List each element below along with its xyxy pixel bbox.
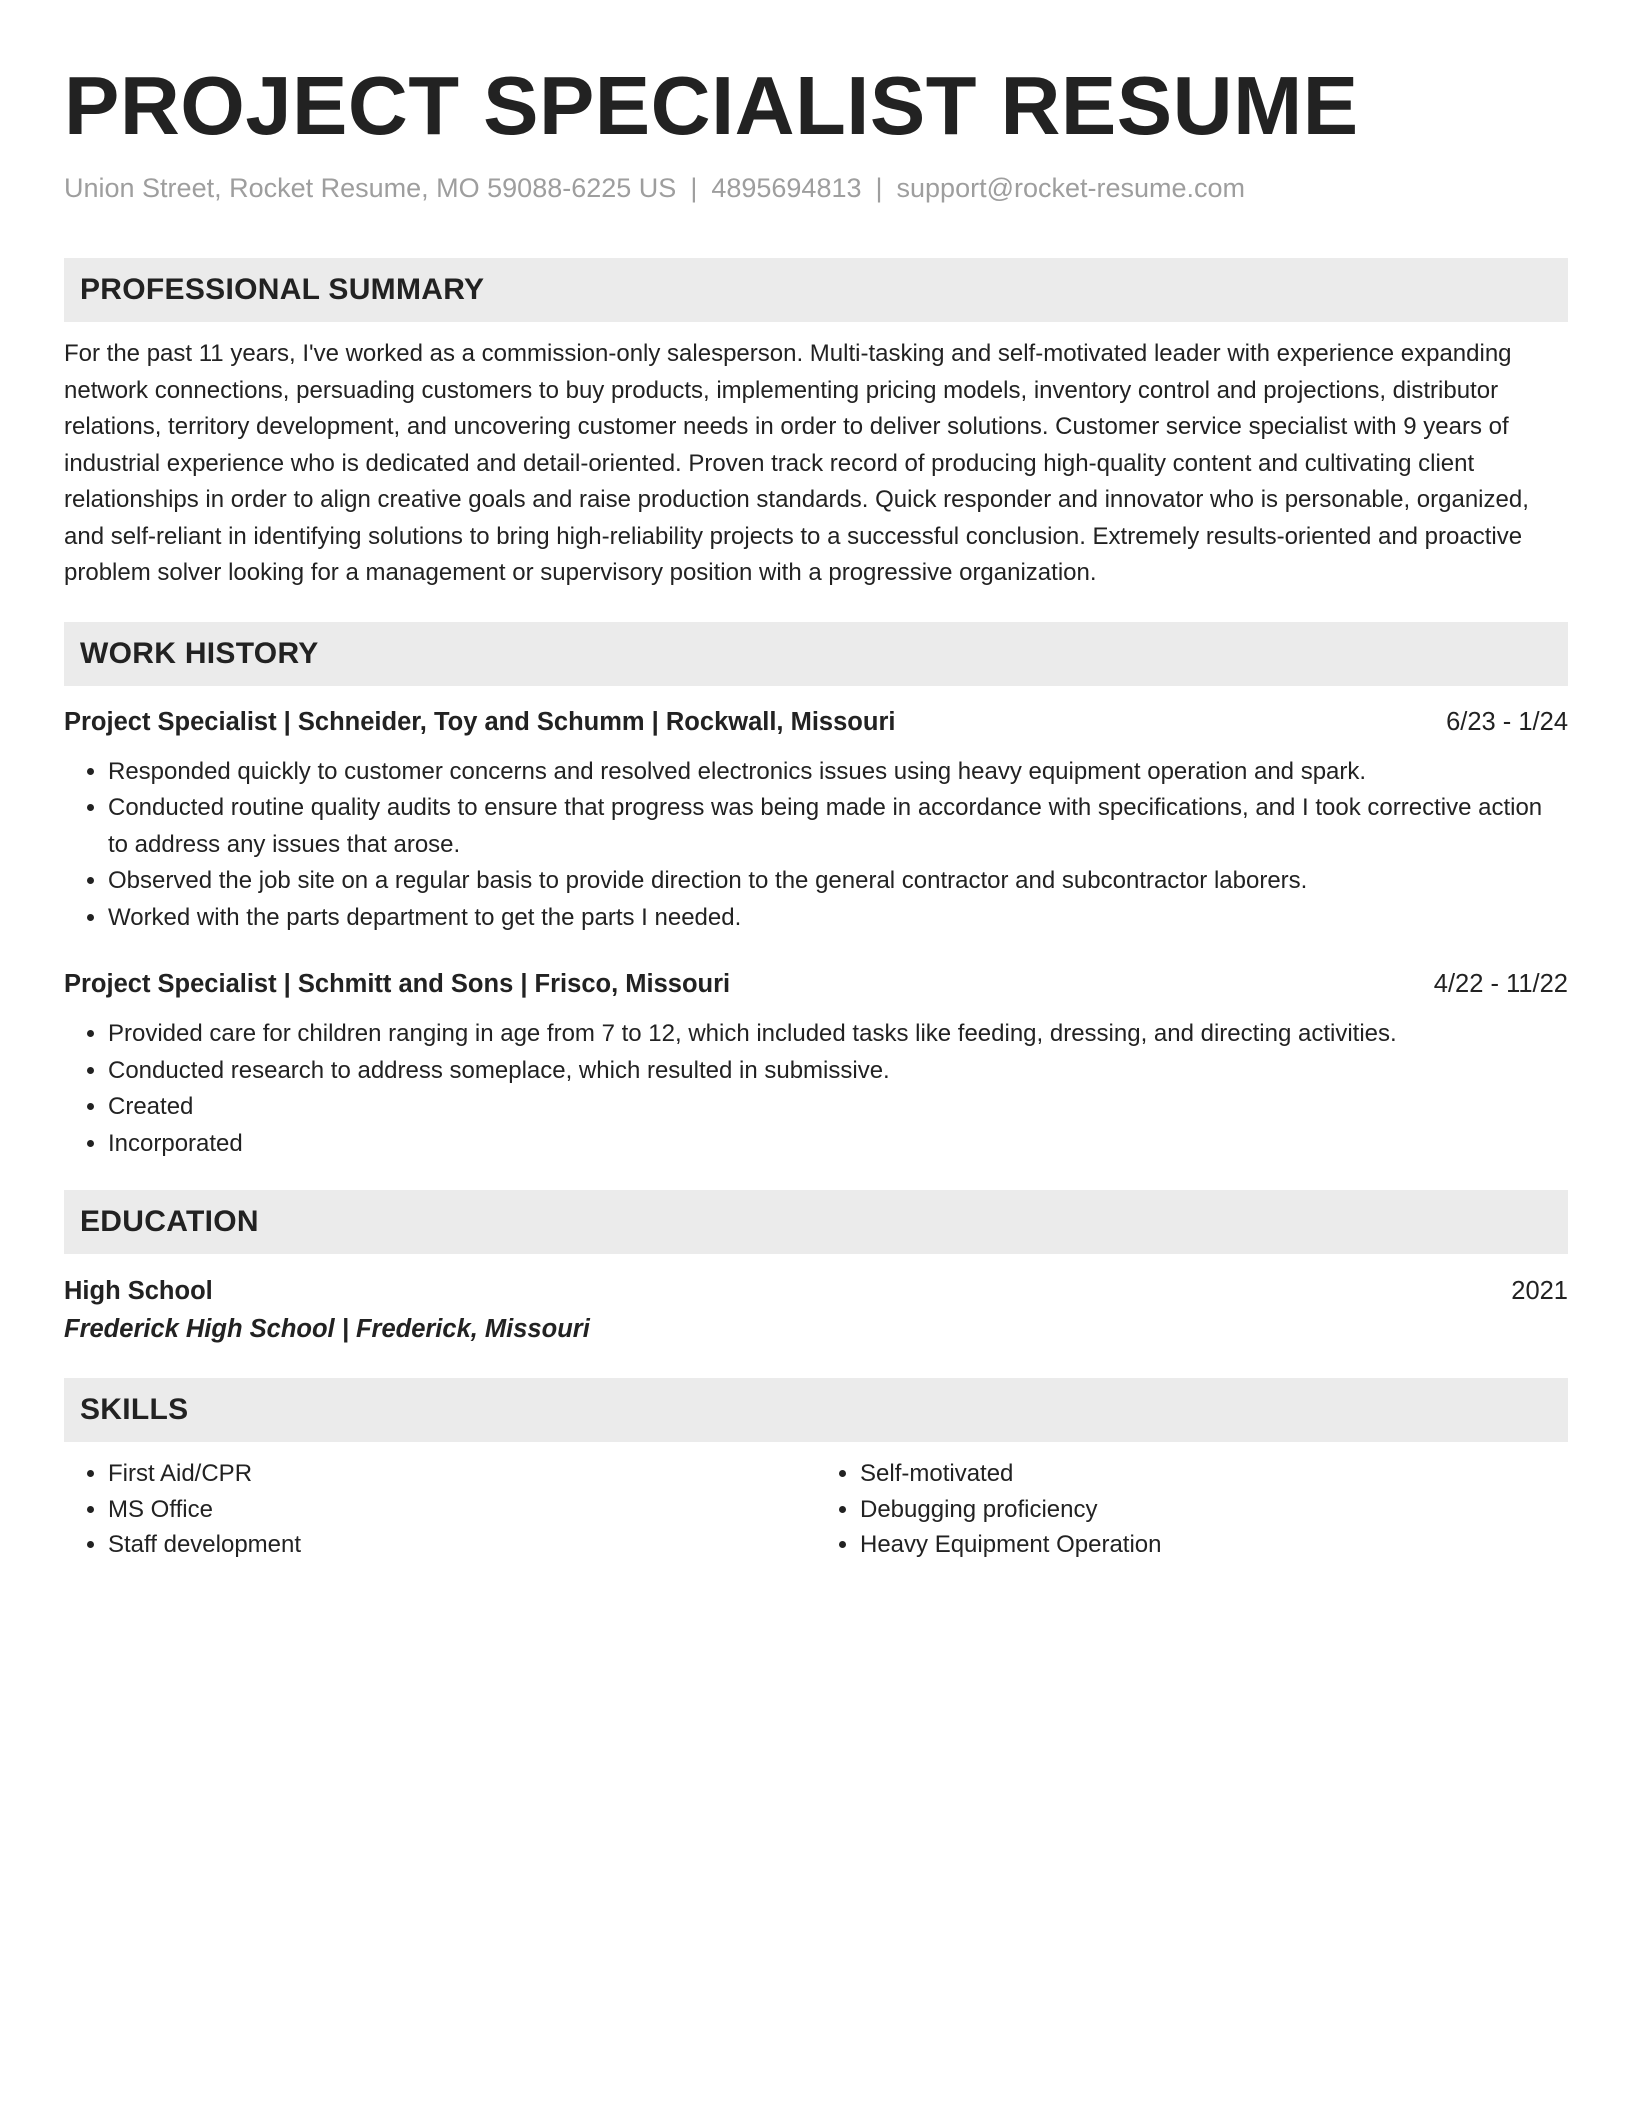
contact-email: support@rocket-resume.com bbox=[896, 173, 1246, 203]
skill-item: • MS Office bbox=[108, 1492, 816, 1528]
job-header bbox=[64, 966, 1568, 1002]
job-bullet: • Worked with the parts department to get the parts I needed. bbox=[108, 900, 1568, 937]
section-heading-skills: SKILLS bbox=[64, 1378, 1568, 1442]
job-bullets bbox=[64, 754, 1568, 937]
education-degree: High School bbox=[64, 1277, 213, 1305]
job-bullet: • Provided care for children ranging in age from 7 to 12, which included tasks like feeding, dressing, and directing activities. bbox=[108, 1016, 1568, 1053]
contact-separator: | bbox=[690, 173, 698, 203]
resume-page bbox=[64, 56, 1568, 1563]
job-bullet: • Conducted research to address someplace, which resulted in submissive. bbox=[108, 1053, 1568, 1090]
education-header bbox=[64, 1272, 1568, 1310]
education-school: Frederick High School | Frederick, Missouri bbox=[64, 1315, 590, 1343]
skill-item: • Self-motivated bbox=[860, 1456, 1568, 1492]
skill-item: • First Aid/CPR bbox=[108, 1456, 816, 1492]
skills-list bbox=[64, 1456, 1568, 1563]
skill-item: • Heavy Equipment Operation bbox=[860, 1527, 1568, 1563]
job-bullet: • Conducted routine quality audits to ensure that progress was being made in accordance with specifications, and I took corrective action to address any issues that arose. bbox=[108, 790, 1568, 863]
job-dates: 4/22 - 11/22 bbox=[1433, 970, 1568, 998]
skills-column-left bbox=[64, 1456, 816, 1563]
job-bullet: • Observed the job site on a regular basis to provide direction to the general contractor and subcontractor laborers. bbox=[108, 863, 1568, 900]
education-year: 2021 bbox=[1511, 1277, 1568, 1305]
job-header bbox=[64, 704, 1568, 740]
job-bullet: • Created bbox=[108, 1089, 1568, 1126]
job-bullet: • Incorporated bbox=[108, 1126, 1568, 1163]
job-bullets bbox=[64, 1016, 1568, 1162]
contact-phone: 4895694813 bbox=[711, 173, 862, 203]
job-entry bbox=[64, 966, 1568, 1162]
summary-text: For the past 11 years, I've worked as a commission-only salesperson. Multi-tasking and self-motivated leader with experience expanding network connections, persuading customers to buy products, implementing pricing models, inventory control and projections, distributor relations, territory development, and uncovering customer needs in order to deliver solutions. Customer service specialist with 9 years of industrial experience who is dedicated and detail-oriented. Proven track record of producing high-quality content and cultivating client relationships in order to align creative goals and raise production standards. Quick responder and innovator who is personable, organized, and self-reliant in identifying solutions to bring high-reliability projects to a successful conclusion. Extremely results-oriented and proactive problem solver looking for a management or supervisory position with a progressive organization. bbox=[64, 340, 1529, 586]
job-title: Project Specialist | Schneider, Toy and Schumm | Rockwall, Missouri bbox=[64, 707, 896, 736]
education-entry bbox=[64, 1272, 1568, 1348]
job-dates: 6/23 - 1/24 bbox=[1446, 707, 1568, 736]
job-title: Project Specialist | Schmitt and Sons | Frisco, Missouri bbox=[64, 970, 731, 998]
section-heading-work-history: WORK HISTORY bbox=[64, 622, 1568, 686]
skills-column-right bbox=[816, 1456, 1568, 1563]
contact-line bbox=[64, 170, 1568, 206]
job-bullet: • Responded quickly to customer concerns and resolved electronics issues using heavy equipment operation and spark. bbox=[108, 754, 1568, 791]
section-heading-summary: PROFESSIONAL SUMMARY bbox=[64, 258, 1568, 322]
resume-title: PROJECT SPECIALIST RESUME bbox=[64, 59, 1359, 152]
contact-address: Union Street, Rocket Resume, MO 59088-6225 US bbox=[64, 173, 677, 203]
skill-item: • Debugging proficiency bbox=[860, 1492, 1568, 1528]
section-heading-education: EDUCATION bbox=[64, 1190, 1568, 1254]
skill-item: • Staff development bbox=[108, 1527, 816, 1563]
job-entry bbox=[64, 704, 1568, 937]
contact-separator: | bbox=[875, 173, 883, 203]
